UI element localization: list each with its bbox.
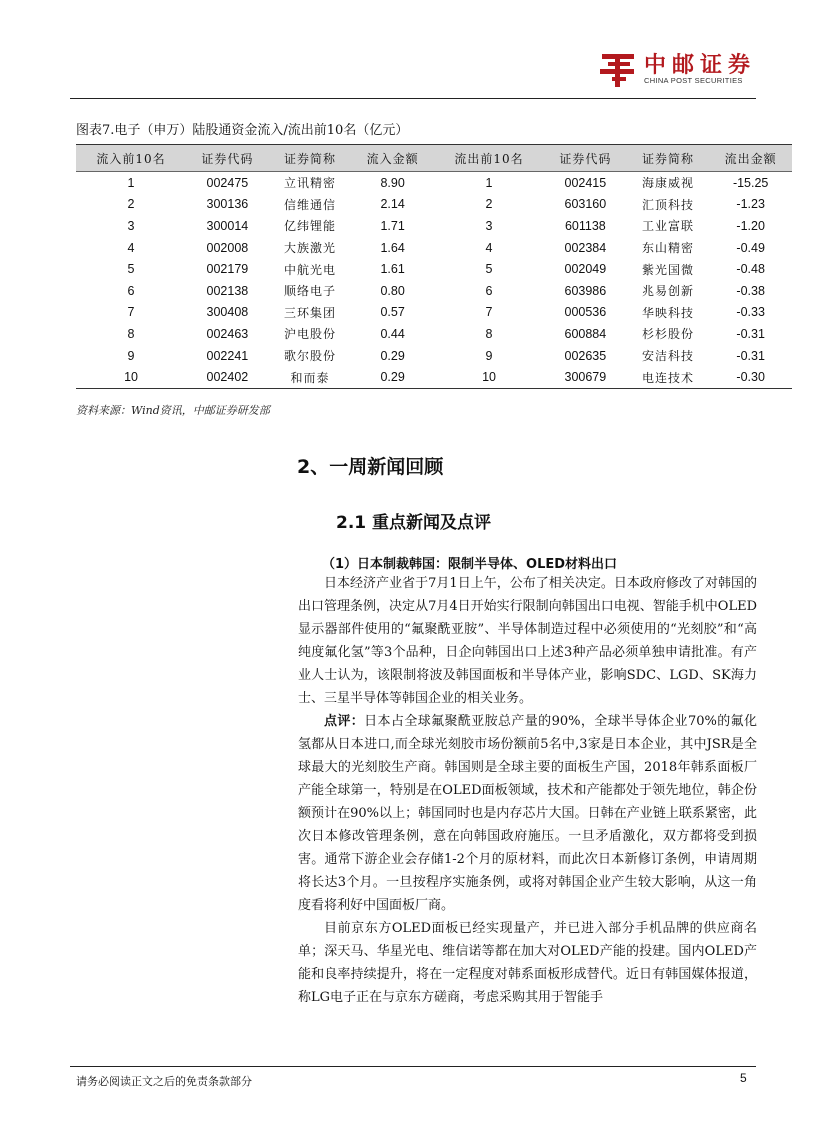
cell-outflow-amount: -1.23 xyxy=(736,197,765,212)
table-body xyxy=(76,172,792,389)
table-row xyxy=(76,302,792,324)
cell-inflow-code: 002241 xyxy=(206,348,249,363)
cell-outflow-name: 紫光国微 xyxy=(642,262,695,277)
cell-inflow-rank: 4 xyxy=(127,240,135,255)
cell-outflow-amount: -0.30 xyxy=(709,366,792,388)
paragraph-3-text: 目前京东方OLED面板已经实现量产，并已进入部分手机品牌的供应商名单；深天马、华星光电、维信诺等都在加大对OLED产能的投建。国内OLED产能和良率持续提升，将在一定程度对韩系面板形成替代。近日有韩国媒体报道，称LG电子正在与京东方磋商，考虑采购其用于智能手 xyxy=(298,921,757,1005)
cell-inflow-code: 300136 xyxy=(206,197,249,212)
section-heading: 2、一周新闻回顾 xyxy=(297,456,444,478)
cell-inflow-name: 亿纬锂能 xyxy=(284,219,337,234)
col-outflow-name: 证券简称 xyxy=(627,145,710,172)
cell-outflow-code: 000536 xyxy=(564,305,607,320)
col-outflow-rank: 流出前10名 xyxy=(434,145,544,172)
cell-inflow-name: 三环集团 xyxy=(284,305,337,320)
cell-inflow-code: 002179 xyxy=(206,262,249,277)
cell-outflow-amount: -0.31 xyxy=(736,326,765,341)
paragraph-2 xyxy=(298,710,757,917)
cell-inflow-rank: 6 xyxy=(127,283,135,298)
cell-outflow-rank: 7 xyxy=(485,305,493,320)
col-outflow-amount: 流出金额 xyxy=(709,145,792,172)
page-number: 5 xyxy=(740,1071,747,1085)
cell-inflow-code: 002138 xyxy=(206,283,249,298)
cell-inflow-name: 立讯精密 xyxy=(284,176,337,191)
cell-inflow-rank: 3 xyxy=(127,218,135,233)
paragraph-1-text: 日本经济产业省于7月1日上午，公布了相关决定。日本政府修改了对韩国的出口管理条例，决定从7月4日开始实行限制向韩国出口电视、智能手机中OLED显示器部件使用的“氟聚酰亚胺”、半导体制造过程中必须使用的“光刻胶”和“高纯度氟化氢”等3个品种，日企向韩国出口上述3种产品必须单独申请批准。有产业人士认为，该限制将波及韩国面板和半导体产业，影响SDC、LGD、SK海力士、三星半导体等韩国企业的相关业务。 xyxy=(298,576,757,706)
cell-inflow-rank: 5 xyxy=(127,262,135,277)
cell-inflow-rank: 8 xyxy=(127,326,135,341)
cell-inflow-code: 300408 xyxy=(206,305,249,320)
cell-outflow-code: 603986 xyxy=(564,283,607,298)
china-post-logo-icon xyxy=(598,50,638,90)
cell-inflow-name: 信维通信 xyxy=(284,197,337,212)
cell-outflow-code: 002384 xyxy=(564,240,607,255)
col-inflow-name: 证券简称 xyxy=(269,145,352,172)
cell-outflow-amount: -15.25 xyxy=(732,175,769,190)
flows-table xyxy=(76,144,792,389)
table-row xyxy=(76,215,792,237)
news-title: （1）日本制裁韩国：限制半导体、OLED材料出口 xyxy=(322,557,618,572)
cell-outflow-name: 工业富联 xyxy=(642,219,695,234)
cell-inflow-amount: 1.64 xyxy=(380,240,405,255)
table-row xyxy=(76,194,792,216)
cell-outflow-rank: 8 xyxy=(485,326,493,341)
cell-inflow-rank: 7 xyxy=(127,305,135,320)
cell-outflow-amount: -0.33 xyxy=(736,305,765,320)
cell-outflow-amount: -0.31 xyxy=(736,348,765,363)
cell-inflow-amount: 2.14 xyxy=(380,197,405,212)
cell-outflow-name: 兆易创新 xyxy=(642,284,695,299)
table-row xyxy=(76,258,792,280)
footer-disclaimer: 请务必阅读正文之后的免责条款部分 xyxy=(76,1075,252,1088)
cell-outflow-rank: 1 xyxy=(485,175,493,190)
cell-outflow-rank: 6 xyxy=(485,283,493,298)
cell-outflow-rank: 5 xyxy=(485,262,493,277)
col-inflow-amount: 流入金额 xyxy=(351,145,434,172)
cell-outflow-amount: -1.20 xyxy=(736,218,765,233)
cell-outflow-name: 汇顶科技 xyxy=(642,197,695,212)
cell-outflow-code: 601138 xyxy=(564,218,606,233)
paragraph-1 xyxy=(298,572,757,710)
cell-outflow-code: 002635 xyxy=(564,348,607,363)
cell-outflow-name: 电连技术 xyxy=(627,366,710,388)
col-outflow-code: 证券代码 xyxy=(544,145,627,172)
table-row xyxy=(76,280,792,302)
table-row xyxy=(76,323,792,345)
cell-inflow-rank: 1 xyxy=(127,175,135,190)
cell-inflow-name: 大族激光 xyxy=(284,241,337,256)
cell-inflow-name: 和而泰 xyxy=(269,366,352,388)
table-row xyxy=(76,172,792,194)
cell-inflow-code: 002463 xyxy=(206,326,249,341)
cell-inflow-code: 002402 xyxy=(186,366,269,388)
figure-title: 图表7.电子（申万）陆股通资金流入/流出前10名（亿元） xyxy=(76,123,409,138)
header-divider xyxy=(70,98,756,99)
cell-inflow-amount: 1.61 xyxy=(380,262,405,277)
footer-divider xyxy=(70,1066,756,1067)
cell-inflow-amount: 0.44 xyxy=(380,326,405,341)
cell-outflow-name: 华映科技 xyxy=(642,305,695,320)
cell-inflow-amount: 0.29 xyxy=(351,366,434,388)
cell-outflow-amount: -0.38 xyxy=(736,283,765,298)
brand-name-cn: 中邮证券 xyxy=(644,53,757,78)
cell-outflow-name: 海康威视 xyxy=(642,176,695,191)
figure-source: 资料来源：Wind资讯，中邮证券研发部 xyxy=(76,404,270,417)
cell-outflow-code: 300679 xyxy=(544,366,627,388)
col-inflow-rank: 流入前10名 xyxy=(76,145,186,172)
cell-inflow-amount: 8.90 xyxy=(380,175,405,190)
paragraph-3 xyxy=(298,917,757,1009)
paragraph-2-lead: 点评： xyxy=(324,714,365,729)
cell-outflow-code: 600884 xyxy=(564,326,607,341)
cell-inflow-name: 顺络电子 xyxy=(284,284,337,299)
cell-outflow-rank: 10 xyxy=(434,366,544,388)
cell-inflow-amount: 0.29 xyxy=(380,348,405,363)
cell-inflow-code: 002008 xyxy=(206,240,249,255)
cell-outflow-amount: -0.49 xyxy=(736,240,765,255)
cell-outflow-code: 002049 xyxy=(564,262,607,277)
cell-outflow-name: 安洁科技 xyxy=(642,349,695,364)
cell-inflow-name: 歌尔股份 xyxy=(284,349,337,364)
cell-outflow-code: 002415 xyxy=(564,175,607,190)
table-header-row xyxy=(76,145,792,172)
paragraph-2-text: 日本占全球氟聚酰亚胺总产量的90%，全球半导体企业70%的氟化氢都从日本进口,而全球光刻胶市场份额前5名中,3家是日本企业，其中JSR是全球最大的光刻胶生产商。韩国则是全球主要的面板生产国，2018年韩系面板厂产能全球第一，特别是在OLED面板领域，技术和产能都处于领先地位，韩企份额预计在90%以上；韩国同时也是内存芯片大国。日韩在产业链上联系紧密，此次日本修改管理条例，意在向韩国政府施压。一旦矛盾激化，双方都将受到损害。通常下游企业会存储1-2个月的原材料，而此次日本新修订条例，申请周期将长达3个月。一旦按程序实施条例，或将对韩国企业产生较大影响，从这一角度看将利好中国面板厂商。 xyxy=(298,714,757,913)
cell-outflow-rank: 2 xyxy=(485,197,493,212)
subsection-heading: 2.1 重点新闻及点评 xyxy=(336,513,492,533)
article-body xyxy=(298,572,757,1009)
cell-inflow-rank: 10 xyxy=(76,366,186,388)
brand-name-en: CHINA POST SECURITIES xyxy=(644,76,743,85)
col-inflow-code: 证券代码 xyxy=(186,145,269,172)
table-row xyxy=(76,366,792,388)
cell-outflow-name: 东山精密 xyxy=(642,241,695,256)
cell-inflow-code: 002475 xyxy=(206,175,249,190)
cell-outflow-name: 杉杉股份 xyxy=(642,327,695,342)
cell-inflow-code: 300014 xyxy=(206,218,249,233)
cell-outflow-amount: -0.48 xyxy=(736,262,765,277)
cell-inflow-amount: 0.57 xyxy=(380,305,405,320)
table-row xyxy=(76,237,792,259)
cell-inflow-amount: 1.71 xyxy=(380,218,405,233)
cell-inflow-amount: 0.80 xyxy=(380,283,405,298)
company-logo xyxy=(598,40,758,100)
table-row xyxy=(76,345,792,367)
cell-outflow-code: 603160 xyxy=(564,197,607,212)
cell-inflow-name: 沪电股份 xyxy=(284,327,337,342)
cell-outflow-rank: 4 xyxy=(485,240,493,255)
cell-outflow-rank: 9 xyxy=(485,348,493,363)
cell-inflow-name: 中航光电 xyxy=(284,262,337,277)
cell-outflow-rank: 3 xyxy=(485,218,493,233)
cell-inflow-rank: 9 xyxy=(127,348,135,363)
cell-inflow-rank: 2 xyxy=(127,197,135,212)
